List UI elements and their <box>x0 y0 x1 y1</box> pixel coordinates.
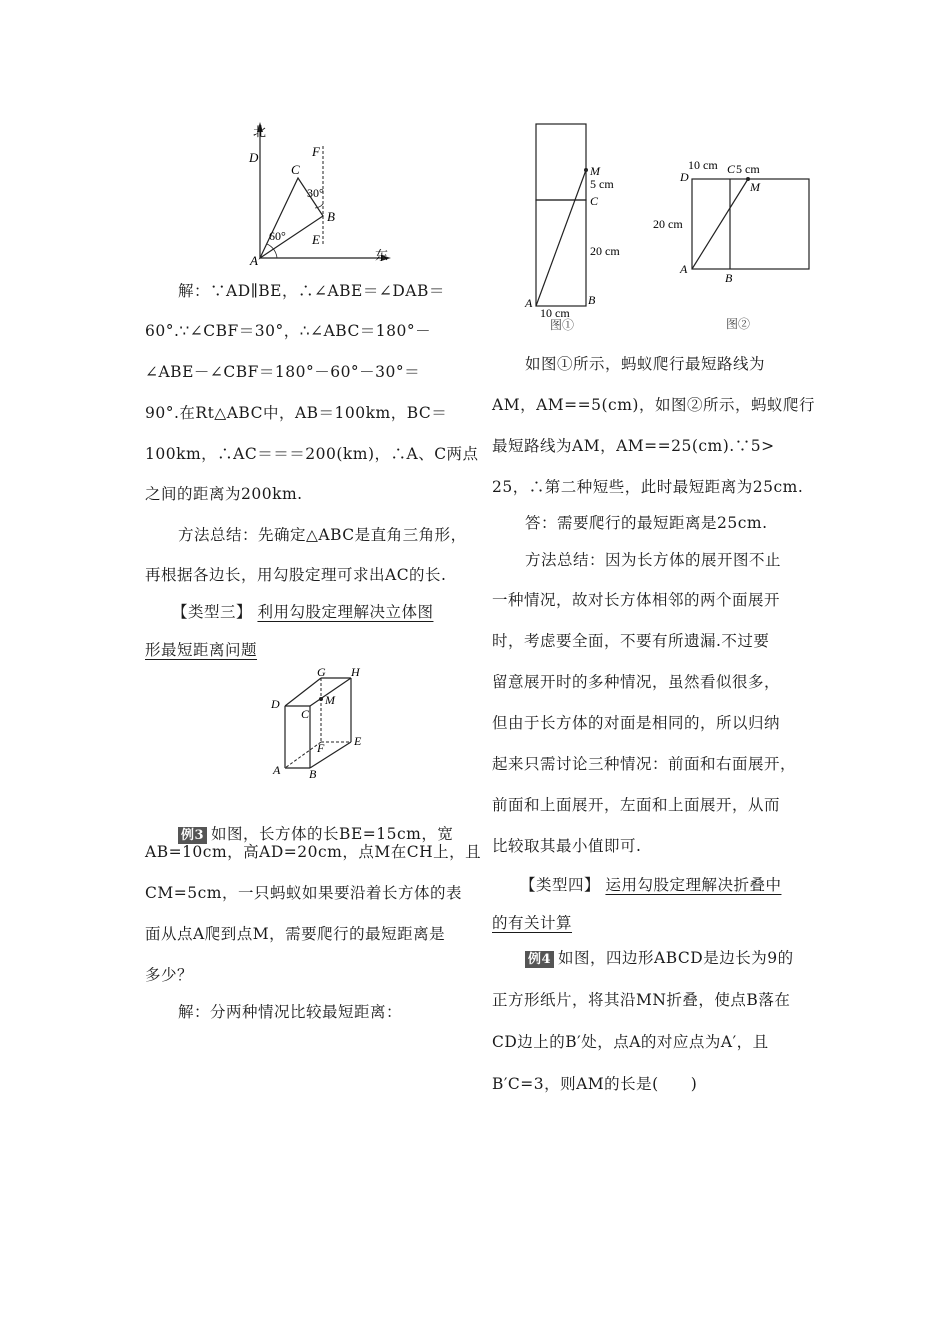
method-3-line-4: 留意展开时的多种情况，虽然看似很多， <box>492 673 781 691</box>
method-3-line-3: 时，考虑要全面，不要有所遗漏.不过要 <box>492 632 770 650</box>
fig2-a-label: A <box>680 262 688 276</box>
cuboid-h-label: H <box>351 666 360 679</box>
type-4-tag: 【类型四】 <box>520 876 601 894</box>
method-3-line-5: 但由于长方体的对面是相同的，所以归纳 <box>492 714 781 732</box>
cuboid-m-label: M <box>325 693 335 707</box>
example-4-text-1: 如图，四边形ABCD是边长为9的 <box>558 949 794 967</box>
solution-1-line-2: 60°.∵∠CBF＝30°，∴∠ABC＝180°－ <box>145 322 432 340</box>
fig2-10cm-label: 10 cm <box>688 158 718 172</box>
angle-60-label: 60° <box>269 229 286 243</box>
example-3-line-5: 多少？ <box>145 966 194 984</box>
solution-1-line-1: 解：∵AD∥BE，∴∠ABE＝∠DAB＝ <box>178 282 445 300</box>
cuboid-e-label: E <box>354 734 362 748</box>
method-1-line-2: 再根据各边长，用勾股定理可求出AC的长. <box>145 566 447 584</box>
example-4-line-4: B′C=3，则AM的长是( ) <box>492 1075 698 1093</box>
answer-3: 答：需要爬行的最短距离是25cm. <box>525 514 768 532</box>
solution-1-line-3: ∠ABE－∠CBF＝180°－60°－30°＝ <box>145 363 421 381</box>
fig2-m-label: M <box>750 180 760 194</box>
unfolding-figure-2 <box>650 155 815 335</box>
direction-diagram <box>235 118 405 268</box>
type-3-tag: 【类型三】 <box>172 603 253 621</box>
example-4-line-3: CD边上的B′处，点A的对应点为A′，且 <box>492 1033 769 1051</box>
fig1-5cm-label: 5 cm <box>590 177 614 191</box>
example-4-badge: 例4 <box>525 951 554 968</box>
fig1-caption: 图① <box>550 318 575 332</box>
point-d-label: D <box>249 150 259 165</box>
cuboid-diagram <box>265 666 375 780</box>
fig1-c-label: C <box>590 194 599 208</box>
fig2-d-label: D <box>680 170 689 184</box>
cuboid-a-label: A <box>273 763 281 777</box>
type-3-title: 利用勾股定理解决立体图 <box>257 603 434 621</box>
example-4-line-1 <box>525 946 794 968</box>
method-3-line-8: 比较取其最小值即可. <box>492 837 642 855</box>
solution-3-line-3: 最短路线为AM，AM==25(cm).∵5> <box>492 437 775 455</box>
north-label: 北 <box>253 124 267 139</box>
type-3-heading <box>172 600 433 622</box>
angle-30-label: 30° <box>307 186 324 200</box>
solution-1-line-5: 100km，∴AC＝＝＝200(km)，∴A、C两点 <box>145 445 479 463</box>
east-label: 东 <box>375 248 389 263</box>
fig1-20cm-label: 20 cm <box>590 244 620 258</box>
fig1-b-label: B <box>588 293 596 307</box>
type-4-heading <box>520 873 781 895</box>
fig2-5cm-label: 5 cm <box>736 162 760 176</box>
fig2-b-label: B <box>725 271 733 285</box>
solution-3-line-2: AM，AM==5(cm)，如图②所示，蚂蚁爬行 <box>492 396 815 414</box>
cuboid-b-label: B <box>309 767 317 780</box>
fig2-20cm-label: 20 cm <box>653 217 683 231</box>
solution-3-line-4: 25，∴第二种短些，此时最短距离为25cm. <box>492 478 804 496</box>
point-a-label: A <box>250 253 258 268</box>
cuboid-g-label: G <box>317 666 326 679</box>
point-f-label: F <box>312 144 320 159</box>
type-4-title-cont: 的有关计算 <box>492 914 573 932</box>
method-3-line-2: 一种情况，故对长方体相邻的两个面展开 <box>492 591 781 609</box>
example-3-line-3: CM=5cm，一只蚂蚁如果要沿着长方体的表 <box>145 884 462 902</box>
method-3-line-1: 方法总结：因为长方体的展开图不止 <box>525 551 782 569</box>
fig1-a-label: A <box>525 296 533 310</box>
example-4-line-2: 正方形纸片，将其沿MN折叠，使点B落在 <box>492 991 791 1009</box>
method-1-line-1: 方法总结：先确定△ABC是直角三角形， <box>178 526 467 544</box>
example-3-badge: 例3 <box>178 827 207 844</box>
point-b-label: B <box>327 209 335 224</box>
unfolding-figure-1 <box>520 118 635 333</box>
method-3-line-6: 起来只需讨论三种情况：前面和右面展开， <box>492 755 797 773</box>
fig1-m-label: M <box>590 164 600 178</box>
fig2-c-label: C <box>727 162 736 176</box>
example-3-text-1: 如图，长方体的长BE=15cm，宽 <box>211 825 454 843</box>
type-3-title-cont: 形最短距离问题 <box>145 641 258 659</box>
example-3-line-2: AB=10cm，高AD=20cm，点M在CH上，且 <box>145 843 482 861</box>
point-c-label: C <box>291 162 300 177</box>
solution-3-intro: 解：分两种情况比较最短距离： <box>178 1003 403 1021</box>
solution-1-line-6: 之间的距离为200km. <box>145 485 303 503</box>
solution-3-line-1: 如图①所示，蚂蚁爬行最短路线为 <box>525 355 766 373</box>
cuboid-f-label: F <box>317 741 325 755</box>
example-3-line-4: 面从点A爬到点M，需要爬行的最短距离是 <box>145 925 446 943</box>
type-4-title: 运用勾股定理解决折叠中 <box>605 876 782 894</box>
point-e-label: E <box>312 232 320 247</box>
cuboid-c-label: C <box>301 707 310 721</box>
fig1-10cm-label: 10 cm <box>540 306 570 320</box>
solution-1-line-4: 90°.在Rt△ABC中，AB＝100km，BC＝ <box>145 404 448 422</box>
cuboid-d-label: D <box>271 697 280 711</box>
method-3-line-7: 前面和上面展开，左面和上面展开，从而 <box>492 796 781 814</box>
fig2-caption: 图② <box>726 317 751 331</box>
